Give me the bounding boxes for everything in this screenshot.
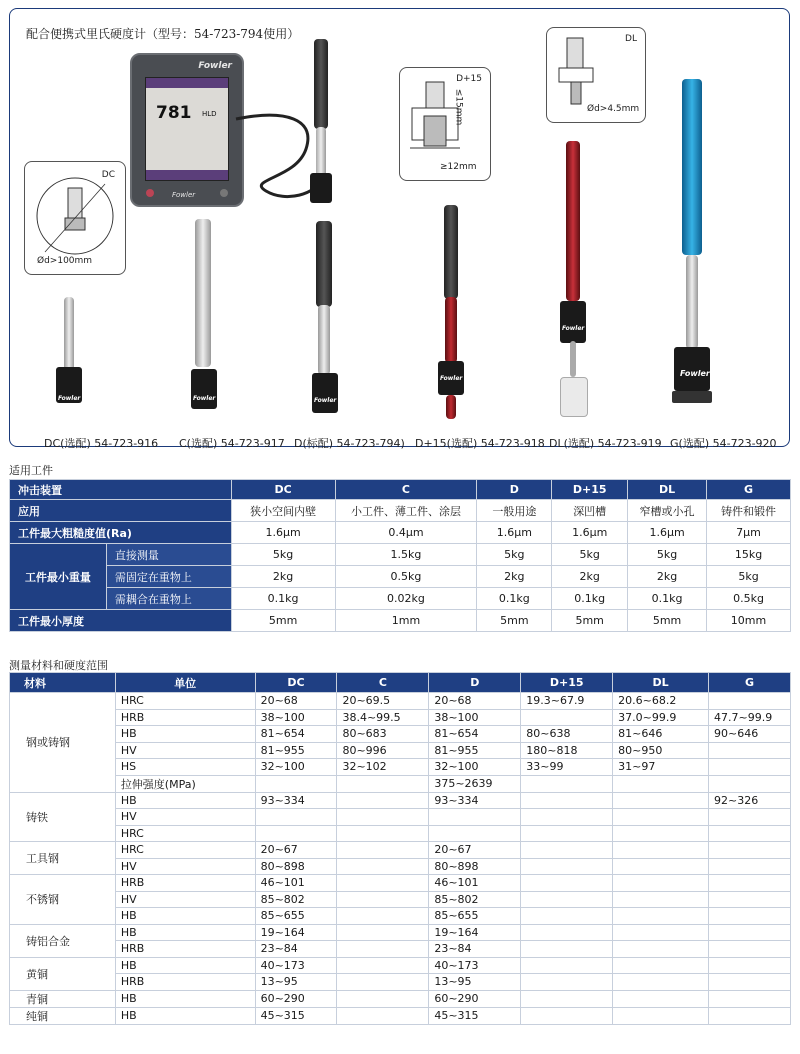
unit-label: HRC [115,842,255,859]
t1-cell: 10mm [707,610,791,632]
range-cell: 20~68 [429,693,521,710]
range-cell: 38.4~99.5 [337,709,429,726]
range-cell [709,825,791,842]
t2-header-material: 材料 [10,673,116,693]
range-cell [337,957,429,974]
range-cell: 19~164 [429,924,521,941]
unit-label: HV [115,858,255,875]
range-cell [709,1007,791,1024]
range-cell [521,908,613,925]
probe-c-logo: Fowler [193,395,216,402]
t2-header-d15: D+15 [521,673,613,693]
table-row [10,1007,791,1024]
range-cell: 80~683 [337,726,429,743]
t1-cell: 1.6μm [231,522,335,544]
table-row [10,990,791,1007]
range-cell: 47.7~99.9 [709,709,791,726]
screen-unit: HLD [202,110,217,118]
t1-cell: 1.6μm [477,522,552,544]
t1-cell: 5kg [707,566,791,588]
t1-cell: 窄槽或小孔 [628,500,707,522]
t1-cell: 0.1kg [477,588,552,610]
range-cell: 85~655 [429,908,521,925]
range-cell [337,858,429,875]
unit-label: HB [115,957,255,974]
t1-cell: 0.1kg [231,588,335,610]
t1-cell: 2kg [628,566,707,588]
table-row [10,842,791,859]
range-cell [337,974,429,991]
unit-label: HRB [115,709,255,726]
brand-logo: Fowler [198,61,232,71]
range-cell [521,825,613,842]
table-row [10,858,791,875]
range-cell [709,693,791,710]
t1-header-impact: 冲击装置 [10,480,232,500]
t1-row-label: 应用 [10,500,232,522]
range-cell [337,908,429,925]
t1-row-label: 需固定在重物上 [106,566,231,588]
range-cell [521,858,613,875]
range-cell [337,875,429,892]
range-cell: 60~290 [429,990,521,1007]
range-cell [337,825,429,842]
range-cell [613,858,709,875]
t1-header-dc: DC [231,480,335,500]
range-cell: 46~101 [429,875,521,892]
t1-cell: 2kg [552,566,628,588]
t1-header-d15: D+15 [552,480,628,500]
range-cell: 20~67 [429,842,521,859]
range-cell [709,957,791,974]
range-cell: 23~84 [429,941,521,958]
range-cell: 80~898 [429,858,521,875]
table-row [10,891,791,908]
range-cell: 81~955 [429,742,521,759]
t1-cell: 2kg [231,566,335,588]
range-cell: 19.3~67.9 [521,693,613,710]
probe-dc-logo: Fowler [58,395,81,402]
unit-label: HB [115,1007,255,1024]
t2-header-d: D [429,673,521,693]
range-cell: 32~100 [255,759,337,776]
range-cell [337,891,429,908]
dc-inset-title: DC [101,170,115,180]
t1-cell: 小工件、薄工件、涂层 [335,500,477,522]
t1-row-weight-coupled [10,588,791,610]
range-cell [709,842,791,859]
range-cell [709,941,791,958]
table-row [10,742,791,759]
t1-cell: 5mm [231,610,335,632]
caption-c: C(选配) 54-723-917 [179,437,285,450]
range-cell [521,891,613,908]
t1-cell: 2kg [477,566,552,588]
range-cell [709,990,791,1007]
table1-title: 适用工件 [9,464,53,477]
range-cell [613,825,709,842]
range-cell: 23~84 [255,941,337,958]
caption-g: G(选配) 54-723-920 [670,437,777,450]
material-label: 钢或铸钢 [10,693,116,793]
unit-label: HRB [115,875,255,892]
t2-header-dc: DC [255,673,337,693]
material-label: 不锈钢 [10,875,116,925]
t1-row-label: 直接测量 [106,544,231,566]
range-cell: 38~100 [255,709,337,726]
range-cell: 19~164 [255,924,337,941]
range-cell [337,924,429,941]
probe-dl-logo: Fowler [562,325,585,332]
t1-cell: 0.1kg [552,588,628,610]
t1-row-weight-direct [10,544,791,566]
range-cell [337,990,429,1007]
dc-inset-dim: Ød>100mm [37,256,93,266]
range-cell [709,924,791,941]
range-cell: 80~638 [521,726,613,743]
table-row [10,875,791,892]
unit-label: HV [115,809,255,826]
hardness-range-table [9,672,791,1025]
material-label: 青铜 [10,990,116,1007]
d15-inset-title: D+15 [456,74,482,84]
range-cell [709,809,791,826]
probe-d-logo: Fowler [314,397,337,404]
range-cell [337,775,429,792]
caption-dl: DL(选配) 54-723-919 [549,437,662,450]
t1-cell: 1.6μm [552,522,628,544]
range-cell: 81~654 [255,726,337,743]
range-cell [613,875,709,892]
range-cell: 180~818 [521,742,613,759]
range-cell [613,775,709,792]
t1-row-label: 工件最大粗糙度值(Ra) [10,522,232,544]
t1-row-thickness [10,610,791,632]
probe-d15-logo: Fowler [440,375,463,382]
range-cell: 45~315 [255,1007,337,1024]
t1-cell: 5mm [552,610,628,632]
range-cell [613,842,709,859]
t1-cell: 0.5kg [707,588,791,610]
caption-d15: D+15(选配) 54-723-918 [415,437,545,450]
range-cell [613,957,709,974]
t1-cell: 5mm [477,610,552,632]
unit-label: HS [115,759,255,776]
range-cell: 37.0~99.9 [613,709,709,726]
range-cell: 80~950 [613,742,709,759]
range-cell: 81~955 [255,742,337,759]
unit-label: HRC [115,693,255,710]
t1-cell: 1.6μm [628,522,707,544]
t1-cell: 1.5kg [335,544,477,566]
probe-g-logo: Fowler [680,369,710,378]
t1-cell: 5kg [552,544,628,566]
t1-header-d: D [477,480,552,500]
range-cell [429,825,521,842]
range-cell: 38~100 [429,709,521,726]
box-title: 配合便携式里氏硬度计（型号：54-723-794使用） [26,27,300,41]
t1-cell: 7μm [707,522,791,544]
applicable-workpiece-table [9,479,791,632]
range-cell: 20~69.5 [337,693,429,710]
material-label: 黄铜 [10,957,116,990]
table-row [10,974,791,991]
material-label: 铸铝合金 [10,924,116,957]
range-cell: 93~334 [429,792,521,809]
t1-cell: 深凹槽 [552,500,628,522]
t1-row-application [10,500,791,522]
power-button [146,189,154,197]
range-cell [337,941,429,958]
range-cell [521,842,613,859]
table-row [10,709,791,726]
t1-cell: 狭小空间内壁 [231,500,335,522]
range-cell [613,908,709,925]
range-cell: 31~97 [613,759,709,776]
range-cell [337,842,429,859]
range-cell [255,809,337,826]
range-cell: 92~326 [709,792,791,809]
range-cell: 32~102 [337,759,429,776]
unit-label: HB [115,990,255,1007]
t1-cell: 铸件和锻件 [707,500,791,522]
range-cell: 33~99 [521,759,613,776]
range-cell: 90~646 [709,726,791,743]
unit-label: HRC [115,825,255,842]
range-cell [709,908,791,925]
product-figure-box [9,8,790,450]
range-cell: 32~100 [429,759,521,776]
material-label: 工具钢 [10,842,116,875]
table-row [10,825,791,842]
table-row [10,941,791,958]
table-row [10,759,791,776]
range-cell [521,875,613,892]
range-cell [613,809,709,826]
range-cell [613,941,709,958]
range-cell [429,809,521,826]
unit-label: HRB [115,941,255,958]
t1-row-weight-fixed [10,566,791,588]
range-cell: 60~290 [255,990,337,1007]
t1-row-roughness [10,522,791,544]
range-cell [613,891,709,908]
range-cell: 85~802 [255,891,337,908]
range-cell: 80~898 [255,858,337,875]
caption-d: D(标配) 54-723-794) [294,437,405,450]
range-cell [337,1007,429,1024]
unit-label: HV [115,742,255,759]
t1-cell: 0.1kg [628,588,707,610]
t1-cell: 1mm [335,610,477,632]
table-row [10,957,791,974]
range-cell: 46~101 [255,875,337,892]
table2-title: 测量材料和硬度范围 [9,659,108,672]
caption-dc: DC(选配) 54-723-916 [44,437,159,450]
table-row [10,809,791,826]
range-cell [521,990,613,1007]
t2-header-unit: 单位 [115,673,255,693]
table-row [10,775,791,792]
d15-inset [399,67,491,181]
range-cell: 13~95 [429,974,521,991]
t2-body [10,693,791,1025]
range-cell [337,792,429,809]
table-row [10,908,791,925]
range-cell [613,1007,709,1024]
t1-weight-group-label: 工件最小重量 [10,544,107,610]
dl-inset-dim: Ød>4.5mm [587,104,640,114]
table-row [10,726,791,743]
range-cell: 20~68 [255,693,337,710]
unit-label: HB [115,792,255,809]
range-cell [255,775,337,792]
device-screen [145,77,229,181]
range-cell [521,792,613,809]
t1-cell: 5kg [628,544,707,566]
t2-header-dl: DL [613,673,709,693]
range-cell [521,1007,613,1024]
range-cell [709,742,791,759]
unit-label: 拉伸强度(MPa) [115,775,255,792]
dc-inset [24,161,126,275]
range-cell: 81~654 [429,726,521,743]
range-cell [521,924,613,941]
t1-cell: 5mm [628,610,707,632]
t1-header-g: G [707,480,791,500]
range-cell [613,990,709,1007]
range-cell [709,974,791,991]
range-cell: 40~173 [255,957,337,974]
range-cell [521,775,613,792]
range-cell: 85~802 [429,891,521,908]
range-cell [255,825,337,842]
range-cell: 93~334 [255,792,337,809]
t1-cell: 一般用途 [477,500,552,522]
range-cell: 20.6~68.2 [613,693,709,710]
unit-label: HB [115,726,255,743]
range-cell [521,809,613,826]
t2-header-g: G [709,673,791,693]
range-cell [613,924,709,941]
range-cell [337,809,429,826]
unit-label: HV [115,891,255,908]
range-cell [709,875,791,892]
table-row [10,792,791,809]
range-cell: 40~173 [429,957,521,974]
range-cell: 80~996 [337,742,429,759]
t1-row-label: 工件最小厚度 [10,610,232,632]
material-label: 铸铁 [10,792,116,842]
range-cell [613,792,709,809]
range-cell: 20~67 [255,842,337,859]
unit-label: HB [115,908,255,925]
range-cell [521,974,613,991]
range-cell [709,759,791,776]
material-label: 纯铜 [10,1007,116,1024]
t1-cell: 0.4μm [335,522,477,544]
table-row [10,693,791,710]
d15-inset-dim1: ≤15mm [453,88,464,126]
dl-inset [546,27,646,123]
range-cell: 375~2639 [429,775,521,792]
dl-inset-title: DL [625,34,637,44]
t1-row-label: 需耦合在重物上 [106,588,231,610]
range-cell [709,858,791,875]
range-cell: 81~646 [613,726,709,743]
d15-inset-dim2: ≥12mm [440,162,477,172]
screen-reading: 781 [156,103,192,123]
range-cell: 85~655 [255,908,337,925]
brand-logo-bottom: Fowler [172,191,196,199]
range-cell: 13~95 [255,974,337,991]
t1-cell: 15kg [707,544,791,566]
unit-label: HB [115,924,255,941]
t1-cell: 0.02kg [335,588,477,610]
range-cell [709,775,791,792]
t1-cell: 0.5kg [335,566,477,588]
table-row [10,924,791,941]
t1-header-c: C [335,480,477,500]
t2-header-c: C [337,673,429,693]
range-cell [521,709,613,726]
unit-label: HRB [115,974,255,991]
t1-header-dl: DL [628,480,707,500]
t1-cell: 5kg [231,544,335,566]
t1-cell: 5kg [477,544,552,566]
range-cell [613,974,709,991]
range-cell: 45~315 [429,1007,521,1024]
range-cell [709,891,791,908]
range-cell [521,941,613,958]
range-cell [521,957,613,974]
